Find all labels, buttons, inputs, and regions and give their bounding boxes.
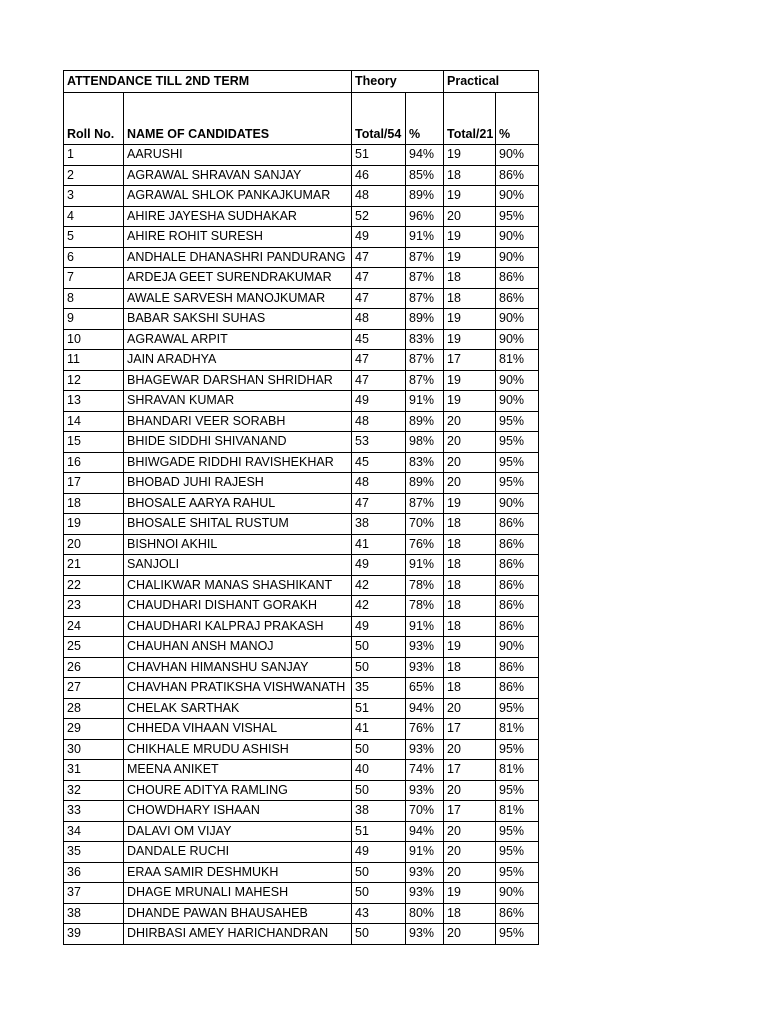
practical-total-cell: 19 xyxy=(444,145,496,166)
practical-percent-cell: 86% xyxy=(496,288,539,309)
table-row xyxy=(64,268,539,289)
practical-percent-cell: 90% xyxy=(496,227,539,248)
practical-total-cell: 18 xyxy=(444,268,496,289)
theory-percent-cell: 93% xyxy=(406,780,444,801)
table-row xyxy=(64,473,539,494)
practical-percent-cell: 90% xyxy=(496,637,539,658)
roll-no-cell: 34 xyxy=(64,821,124,842)
practical-percent-cell: 95% xyxy=(496,473,539,494)
table-row xyxy=(64,698,539,719)
theory-percent-cell: 89% xyxy=(406,186,444,207)
candidate-name-cell: BHAGEWAR DARSHAN SHRIDHAR xyxy=(124,370,352,391)
theory-total-cell: 51 xyxy=(352,821,406,842)
practical-total-cell: 18 xyxy=(444,903,496,924)
roll-no-cell: 12 xyxy=(64,370,124,391)
theory-percent-cell: 93% xyxy=(406,739,444,760)
practical-total-cell: 18 xyxy=(444,678,496,699)
practical-total-cell: 18 xyxy=(444,575,496,596)
table-row xyxy=(64,391,539,412)
theory-percent-cell: 89% xyxy=(406,309,444,330)
candidate-name-cell: BHANDARI VEER SORABH xyxy=(124,411,352,432)
practical-percent-cell: 90% xyxy=(496,309,539,330)
theory-total-cell: 50 xyxy=(352,883,406,904)
theory-percent-header: % xyxy=(406,93,444,145)
roll-no-cell: 2 xyxy=(64,165,124,186)
practical-total-cell: 18 xyxy=(444,534,496,555)
practical-percent-cell: 90% xyxy=(496,247,539,268)
table-row xyxy=(64,719,539,740)
theory-percent-cell: 87% xyxy=(406,288,444,309)
candidate-name-cell: SHRAVAN KUMAR xyxy=(124,391,352,412)
candidate-name-cell: CHALIKWAR MANAS SHASHIKANT xyxy=(124,575,352,596)
roll-no-cell: 30 xyxy=(64,739,124,760)
candidate-name-cell: BHOSALE AARYA RAHUL xyxy=(124,493,352,514)
theory-percent-cell: 76% xyxy=(406,719,444,740)
candidate-name-cell: CHAUDHARI KALPRAJ PRAKASH xyxy=(124,616,352,637)
practical-total-cell: 19 xyxy=(444,329,496,350)
theory-percent-cell: 93% xyxy=(406,883,444,904)
theory-total-cell: 47 xyxy=(352,350,406,371)
theory-percent-cell: 89% xyxy=(406,473,444,494)
theory-total-cell: 47 xyxy=(352,288,406,309)
theory-percent-cell: 96% xyxy=(406,206,444,227)
candidate-name-cell: BHOSALE SHITAL RUSTUM xyxy=(124,514,352,535)
practical-total-cell: 18 xyxy=(444,288,496,309)
theory-total-cell: 41 xyxy=(352,534,406,555)
practical-percent-cell: 86% xyxy=(496,678,539,699)
candidate-name-cell: CHOWDHARY ISHAAN xyxy=(124,801,352,822)
candidate-name-cell: AGRAWAL SHRAVAN SANJAY xyxy=(124,165,352,186)
candidate-name-cell: BHIWGADE RIDDHI RAVISHEKHAR xyxy=(124,452,352,473)
theory-total-cell: 46 xyxy=(352,165,406,186)
table-row xyxy=(64,555,539,576)
theory-percent-cell: 91% xyxy=(406,555,444,576)
roll-no-cell: 33 xyxy=(64,801,124,822)
candidate-name-cell: CHOURE ADITYA RAMLING xyxy=(124,780,352,801)
candidate-name-cell: CHELAK SARTHAK xyxy=(124,698,352,719)
practical-total-cell: 20 xyxy=(444,698,496,719)
practical-total-cell: 20 xyxy=(444,821,496,842)
theory-percent-cell: 94% xyxy=(406,145,444,166)
candidate-name-cell: AGRAWAL ARPIT xyxy=(124,329,352,350)
candidate-name-cell: DALAVI OM VIJAY xyxy=(124,821,352,842)
theory-percent-cell: 78% xyxy=(406,575,444,596)
roll-no-cell: 18 xyxy=(64,493,124,514)
theory-percent-cell: 65% xyxy=(406,678,444,699)
practical-percent-cell: 86% xyxy=(496,616,539,637)
table-row xyxy=(64,493,539,514)
practical-percent-cell: 86% xyxy=(496,268,539,289)
table-row xyxy=(64,842,539,863)
candidate-name-cell: CHAVHAN PRATIKSHA VISHWANATH xyxy=(124,678,352,699)
theory-percent-cell: 94% xyxy=(406,821,444,842)
practical-percent-cell: 90% xyxy=(496,883,539,904)
practical-percent-cell: 95% xyxy=(496,862,539,883)
theory-percent-cell: 87% xyxy=(406,370,444,391)
theory-total-cell: 49 xyxy=(352,842,406,863)
practical-total-cell: 19 xyxy=(444,247,496,268)
practical-percent-cell: 90% xyxy=(496,391,539,412)
roll-no-cell: 11 xyxy=(64,350,124,371)
roll-no-cell: 37 xyxy=(64,883,124,904)
theory-percent-cell: 91% xyxy=(406,227,444,248)
table-row xyxy=(64,821,539,842)
practical-percent-cell: 81% xyxy=(496,801,539,822)
practical-total-cell: 19 xyxy=(444,309,496,330)
candidate-name-cell: BISHNOI AKHIL xyxy=(124,534,352,555)
theory-total-cell: 53 xyxy=(352,432,406,453)
theory-total-header: Total/54 xyxy=(352,93,406,145)
roll-no-cell: 32 xyxy=(64,780,124,801)
roll-no-cell: 22 xyxy=(64,575,124,596)
practical-total-cell: 18 xyxy=(444,616,496,637)
theory-percent-cell: 91% xyxy=(406,391,444,412)
theory-total-cell: 51 xyxy=(352,145,406,166)
roll-no-cell: 29 xyxy=(64,719,124,740)
roll-no-cell: 38 xyxy=(64,903,124,924)
practical-percent-cell: 86% xyxy=(496,165,539,186)
practical-total-cell: 19 xyxy=(444,883,496,904)
theory-total-cell: 50 xyxy=(352,924,406,945)
theory-total-cell: 48 xyxy=(352,411,406,432)
theory-total-cell: 51 xyxy=(352,698,406,719)
practical-total-cell: 20 xyxy=(444,780,496,801)
candidate-name-cell: BABAR SAKSHI SUHAS xyxy=(124,309,352,330)
practical-percent-cell: 86% xyxy=(496,514,539,535)
theory-total-cell: 42 xyxy=(352,596,406,617)
table-row xyxy=(64,247,539,268)
roll-no-cell: 6 xyxy=(64,247,124,268)
roll-no-cell: 10 xyxy=(64,329,124,350)
table-row xyxy=(64,370,539,391)
theory-percent-cell: 87% xyxy=(406,247,444,268)
theory-percent-cell: 87% xyxy=(406,350,444,371)
theory-total-cell: 47 xyxy=(352,370,406,391)
candidate-name-cell: BHIDE SIDDHI SHIVANAND xyxy=(124,432,352,453)
theory-percent-cell: 70% xyxy=(406,801,444,822)
theory-percent-cell: 93% xyxy=(406,657,444,678)
theory-total-cell: 50 xyxy=(352,637,406,658)
table-row xyxy=(64,411,539,432)
table-row xyxy=(64,206,539,227)
theory-total-cell: 49 xyxy=(352,555,406,576)
practical-total-cell: 20 xyxy=(444,432,496,453)
table-row xyxy=(64,657,539,678)
table-row xyxy=(64,760,539,781)
practical-percent-cell: 95% xyxy=(496,739,539,760)
theory-total-cell: 48 xyxy=(352,473,406,494)
practical-percent-cell: 81% xyxy=(496,760,539,781)
theory-total-cell: 52 xyxy=(352,206,406,227)
practical-percent-cell: 86% xyxy=(496,596,539,617)
practical-total-cell: 18 xyxy=(444,514,496,535)
candidate-name-cell: DANDALE RUCHI xyxy=(124,842,352,863)
candidate-name-cell: JAIN ARADHYA xyxy=(124,350,352,371)
practical-total-cell: 19 xyxy=(444,637,496,658)
table-row xyxy=(64,452,539,473)
practical-total-cell: 20 xyxy=(444,739,496,760)
candidate-name-cell: DHAGE MRUNALI MAHESH xyxy=(124,883,352,904)
theory-total-cell: 48 xyxy=(352,309,406,330)
roll-no-cell: 24 xyxy=(64,616,124,637)
practical-percent-cell: 95% xyxy=(496,924,539,945)
roll-no-cell: 28 xyxy=(64,698,124,719)
table-row xyxy=(64,534,539,555)
practical-total-cell: 17 xyxy=(444,801,496,822)
theory-total-cell: 47 xyxy=(352,493,406,514)
table-row xyxy=(64,678,539,699)
theory-percent-cell: 91% xyxy=(406,842,444,863)
candidate-name-cell: CHHEDA VIHAAN VISHAL xyxy=(124,719,352,740)
theory-percent-cell: 83% xyxy=(406,452,444,473)
candidate-name-cell: AHIRE JAYESHA SUDHAKAR xyxy=(124,206,352,227)
table-row xyxy=(64,329,539,350)
roll-no-cell: 25 xyxy=(64,637,124,658)
theory-percent-cell: 87% xyxy=(406,493,444,514)
practical-total-cell: 18 xyxy=(444,657,496,678)
title-row xyxy=(64,71,539,93)
practical-percent-cell: 95% xyxy=(496,432,539,453)
roll-no-cell: 36 xyxy=(64,862,124,883)
table-row xyxy=(64,883,539,904)
table-row xyxy=(64,227,539,248)
theory-percent-cell: 83% xyxy=(406,329,444,350)
roll-no-cell: 13 xyxy=(64,391,124,412)
table-row xyxy=(64,309,539,330)
roll-no-cell: 21 xyxy=(64,555,124,576)
attendance-table xyxy=(63,70,539,945)
candidate-name-cell: ANDHALE DHANASHRI PANDURANG xyxy=(124,247,352,268)
practical-total-cell: 20 xyxy=(444,411,496,432)
theory-total-cell: 41 xyxy=(352,719,406,740)
practical-total-cell: 20 xyxy=(444,206,496,227)
practical-total-cell: 17 xyxy=(444,760,496,781)
practical-percent-cell: 81% xyxy=(496,719,539,740)
table-row xyxy=(64,288,539,309)
roll-no-cell: 8 xyxy=(64,288,124,309)
practical-percent-cell: 90% xyxy=(496,370,539,391)
theory-total-cell: 49 xyxy=(352,616,406,637)
theory-total-cell: 42 xyxy=(352,575,406,596)
practical-percent-cell: 95% xyxy=(496,698,539,719)
theory-percent-cell: 98% xyxy=(406,432,444,453)
theory-percent-cell: 93% xyxy=(406,924,444,945)
theory-percent-cell: 70% xyxy=(406,514,444,535)
roll-no-cell: 16 xyxy=(64,452,124,473)
table-row xyxy=(64,924,539,945)
candidate-name-cell: BHOBAD JUHI RAJESH xyxy=(124,473,352,494)
candidate-name-cell: CHAUDHARI DISHANT GORAKH xyxy=(124,596,352,617)
practical-percent-cell: 90% xyxy=(496,329,539,350)
practical-percent-cell: 90% xyxy=(496,145,539,166)
practical-total-cell: 19 xyxy=(444,391,496,412)
practical-total-cell: 20 xyxy=(444,473,496,494)
practical-percent-cell: 86% xyxy=(496,903,539,924)
theory-percent-cell: 94% xyxy=(406,698,444,719)
theory-total-cell: 50 xyxy=(352,862,406,883)
practical-total-cell: 19 xyxy=(444,370,496,391)
theory-percent-cell: 78% xyxy=(406,596,444,617)
theory-total-cell: 38 xyxy=(352,801,406,822)
theory-total-cell: 49 xyxy=(352,227,406,248)
candidate-name-cell: DHIRBASI AMEY HARICHANDRAN xyxy=(124,924,352,945)
roll-no-cell: 31 xyxy=(64,760,124,781)
candidate-name-header: NAME OF CANDIDATES xyxy=(124,93,352,145)
theory-total-cell: 43 xyxy=(352,903,406,924)
theory-total-cell: 50 xyxy=(352,657,406,678)
table-row xyxy=(64,575,539,596)
practical-percent-cell: 86% xyxy=(496,657,539,678)
theory-total-cell: 45 xyxy=(352,452,406,473)
practical-total-cell: 19 xyxy=(444,227,496,248)
practical-total-cell: 20 xyxy=(444,862,496,883)
practical-percent-cell: 90% xyxy=(496,186,539,207)
attendance-sheet xyxy=(63,70,539,945)
theory-total-cell: 35 xyxy=(352,678,406,699)
theory-total-cell: 49 xyxy=(352,391,406,412)
table-row xyxy=(64,862,539,883)
candidate-name-cell: ERAA SAMIR DESHMUKH xyxy=(124,862,352,883)
practical-total-cell: 19 xyxy=(444,493,496,514)
roll-no-cell: 5 xyxy=(64,227,124,248)
candidate-name-cell: AHIRE ROHIT SURESH xyxy=(124,227,352,248)
table-row xyxy=(64,186,539,207)
practical-total-cell: 18 xyxy=(444,555,496,576)
practical-percent-header: % xyxy=(496,93,539,145)
candidate-name-cell: CHAUHAN ANSH MANOJ xyxy=(124,637,352,658)
roll-no-cell: 15 xyxy=(64,432,124,453)
candidate-name-cell: ARDEJA GEET SURENDRAKUMAR xyxy=(124,268,352,289)
theory-percent-cell: 89% xyxy=(406,411,444,432)
theory-total-cell: 47 xyxy=(352,247,406,268)
theory-percent-cell: 74% xyxy=(406,760,444,781)
theory-percent-cell: 80% xyxy=(406,903,444,924)
roll-no-cell: 23 xyxy=(64,596,124,617)
table-row xyxy=(64,616,539,637)
roll-no-cell: 17 xyxy=(64,473,124,494)
table-row xyxy=(64,514,539,535)
theory-total-cell: 50 xyxy=(352,780,406,801)
candidate-name-cell: MEENA ANIKET xyxy=(124,760,352,781)
practical-percent-cell: 95% xyxy=(496,821,539,842)
practical-percent-cell: 86% xyxy=(496,575,539,596)
theory-percent-cell: 76% xyxy=(406,534,444,555)
sheet-title: ATTENDANCE TILL 2ND TERM xyxy=(64,71,352,93)
roll-no-cell: 14 xyxy=(64,411,124,432)
candidate-name-cell: SANJOLI xyxy=(124,555,352,576)
roll-no-header: Roll No. xyxy=(64,93,124,145)
table-row xyxy=(64,350,539,371)
roll-no-cell: 35 xyxy=(64,842,124,863)
roll-no-cell: 26 xyxy=(64,657,124,678)
theory-percent-cell: 85% xyxy=(406,165,444,186)
theory-total-cell: 50 xyxy=(352,739,406,760)
candidate-name-cell: DHANDE PAWAN BHAUSAHEB xyxy=(124,903,352,924)
practical-percent-cell: 95% xyxy=(496,206,539,227)
practical-total-cell: 17 xyxy=(444,719,496,740)
roll-no-cell: 1 xyxy=(64,145,124,166)
theory-total-cell: 47 xyxy=(352,268,406,289)
roll-no-cell: 27 xyxy=(64,678,124,699)
practical-total-cell: 20 xyxy=(444,924,496,945)
practical-percent-cell: 95% xyxy=(496,842,539,863)
table-row xyxy=(64,637,539,658)
table-row xyxy=(64,432,539,453)
practical-percent-cell: 86% xyxy=(496,534,539,555)
table-row xyxy=(64,801,539,822)
practical-total-cell: 20 xyxy=(444,452,496,473)
theory-percent-cell: 87% xyxy=(406,268,444,289)
candidate-name-cell: CHAVHAN HIMANSHU SANJAY xyxy=(124,657,352,678)
practical-total-header: Total/21 xyxy=(444,93,496,145)
practical-percent-cell: 95% xyxy=(496,452,539,473)
roll-no-cell: 20 xyxy=(64,534,124,555)
roll-no-cell: 4 xyxy=(64,206,124,227)
practical-total-cell: 17 xyxy=(444,350,496,371)
theory-percent-cell: 93% xyxy=(406,637,444,658)
theory-total-cell: 48 xyxy=(352,186,406,207)
candidate-name-cell: AARUSHI xyxy=(124,145,352,166)
table-row xyxy=(64,596,539,617)
theory-group-header: Theory xyxy=(352,71,444,93)
theory-total-cell: 45 xyxy=(352,329,406,350)
theory-total-cell: 40 xyxy=(352,760,406,781)
candidate-name-cell: AGRAWAL SHLOK PANKAJKUMAR xyxy=(124,186,352,207)
practical-percent-cell: 95% xyxy=(496,780,539,801)
practical-percent-cell: 95% xyxy=(496,411,539,432)
practical-total-cell: 18 xyxy=(444,596,496,617)
table-row xyxy=(64,145,539,166)
roll-no-cell: 39 xyxy=(64,924,124,945)
column-header-row xyxy=(64,93,539,145)
roll-no-cell: 3 xyxy=(64,186,124,207)
practical-total-cell: 19 xyxy=(444,186,496,207)
candidate-name-cell: AWALE SARVESH MANOJKUMAR xyxy=(124,288,352,309)
roll-no-cell: 9 xyxy=(64,309,124,330)
theory-total-cell: 38 xyxy=(352,514,406,535)
practical-group-header: Practical xyxy=(444,71,539,93)
practical-percent-cell: 90% xyxy=(496,493,539,514)
practical-percent-cell: 86% xyxy=(496,555,539,576)
practical-total-cell: 20 xyxy=(444,842,496,863)
candidate-name-cell: CHIKHALE MRUDU ASHISH xyxy=(124,739,352,760)
table-row xyxy=(64,903,539,924)
table-row xyxy=(64,739,539,760)
theory-percent-cell: 93% xyxy=(406,862,444,883)
table-row xyxy=(64,780,539,801)
practical-percent-cell: 81% xyxy=(496,350,539,371)
roll-no-cell: 7 xyxy=(64,268,124,289)
practical-total-cell: 18 xyxy=(444,165,496,186)
theory-percent-cell: 91% xyxy=(406,616,444,637)
roll-no-cell: 19 xyxy=(64,514,124,535)
table-row xyxy=(64,165,539,186)
